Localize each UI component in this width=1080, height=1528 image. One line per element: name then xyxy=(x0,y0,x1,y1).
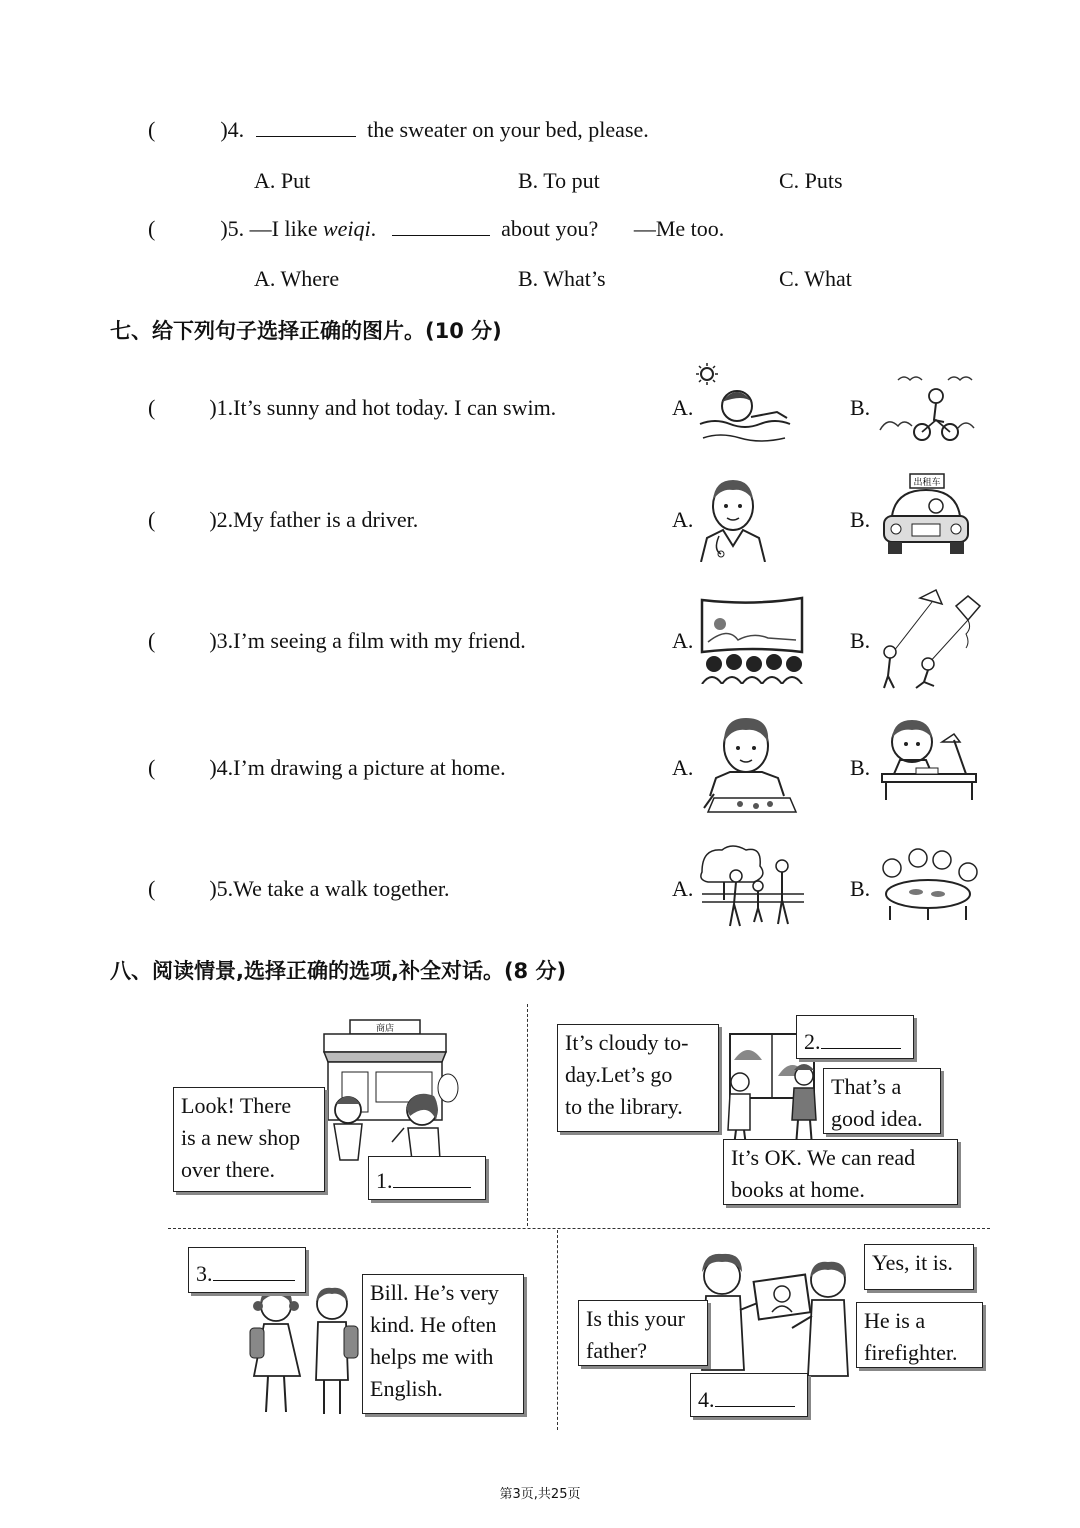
bubble-line: day.Let’s go xyxy=(565,1062,673,1087)
question-text: We take a walk together. xyxy=(233,876,450,901)
answer-blank[interactable] xyxy=(393,1187,471,1188)
question-text: I’m seeing a film with my friend. xyxy=(233,628,526,653)
family-dinner-icon[interactable] xyxy=(872,846,984,922)
bubble-line: kind. He often xyxy=(370,1312,497,1337)
bubble-line: is a new shop xyxy=(181,1125,301,1150)
label-a[interactable]: A. xyxy=(672,755,694,780)
italic-word: weiqi xyxy=(322,216,371,241)
label-b[interactable]: B. xyxy=(850,395,871,420)
answer-blank[interactable] xyxy=(392,235,490,236)
paren-open: ( xyxy=(148,117,156,142)
question-text-after: about you? xyxy=(501,216,599,241)
option-b[interactable]: B. To put xyxy=(518,168,600,193)
s7-question-5: ( )5.We take a walk together. xyxy=(148,876,450,901)
divider-vertical xyxy=(527,1004,528,1226)
bubble-line: books at home. xyxy=(731,1177,865,1202)
answer-blank[interactable] xyxy=(715,1406,795,1407)
section-7-title: 七、给下列句子选择正确的图片。(10 分) xyxy=(110,319,502,343)
speech-bubble-1 xyxy=(173,1087,325,1192)
bubble-line: It’s cloudy to- xyxy=(565,1030,689,1055)
family-walking-icon[interactable] xyxy=(698,842,808,928)
taxi-driver-icon[interactable] xyxy=(880,472,972,560)
answer-bubble-2[interactable] xyxy=(796,1015,914,1059)
question-text: It’s sunny and hot today. I can swim. xyxy=(233,395,557,420)
question-text: the sweater on your bed, please. xyxy=(367,117,649,142)
shop-sign: 商店 xyxy=(375,1024,395,1034)
bubble-line: father? xyxy=(586,1338,648,1363)
s7-question-2: ( )2.My father is a driver. xyxy=(148,507,419,532)
speech-bubble-2c xyxy=(723,1139,958,1205)
question-text: I’m drawing a picture at home. xyxy=(233,755,506,780)
bubble-line: to the library. xyxy=(565,1094,683,1119)
question-number: 2. xyxy=(216,507,234,532)
option-c[interactable]: C. Puts xyxy=(779,168,843,193)
period: . xyxy=(370,216,377,241)
option-c[interactable]: C. What xyxy=(779,266,852,291)
speech-bubble-4a xyxy=(578,1300,708,1366)
answer-number: 3. xyxy=(196,1261,213,1286)
bubble-line: Is this your xyxy=(586,1306,685,1331)
speech-bubble-2a xyxy=(557,1024,719,1132)
label-b[interactable]: B. xyxy=(850,628,871,653)
label-b[interactable]: B. xyxy=(850,876,871,901)
label-a[interactable]: A. xyxy=(672,507,694,532)
paren-close: ) xyxy=(220,216,228,241)
answer-blank[interactable] xyxy=(213,1280,295,1281)
question-number: 1. xyxy=(216,395,234,420)
question-number: 4. xyxy=(227,117,245,142)
doctor-icon[interactable] xyxy=(695,474,775,562)
paren-close: ) xyxy=(220,117,228,142)
flying-kites-icon[interactable] xyxy=(876,584,986,690)
label-a[interactable]: A. xyxy=(672,876,694,901)
boy-writing-at-desk-icon[interactable] xyxy=(880,712,980,802)
swimming-boy-icon[interactable] xyxy=(695,362,795,444)
cinema-screen-icon[interactable] xyxy=(698,596,808,684)
bubble-line: English. xyxy=(370,1376,443,1401)
speech-bubble-4b xyxy=(864,1244,974,1290)
answer-number: 4. xyxy=(698,1387,715,1412)
taxi-sign: 出租车 xyxy=(913,478,941,488)
question-number: 5. xyxy=(216,876,234,901)
question-number: 4. xyxy=(216,755,234,780)
response-text: —Me too. xyxy=(633,216,725,241)
section-8-title: 八、阅读情景,选择正确的选项,补全对话。(8 分) xyxy=(110,959,567,983)
shop-and-children-icon xyxy=(318,1016,468,1166)
page-footer: 第3页,共25页 xyxy=(499,1487,581,1502)
divider-vertical xyxy=(557,1230,558,1430)
answer-bubble-1[interactable] xyxy=(368,1156,486,1200)
speech-bubble-2b xyxy=(823,1068,941,1134)
girl-and-boy-icon xyxy=(244,1284,362,1418)
label-b[interactable]: B. xyxy=(850,507,871,532)
option-a[interactable]: A. Where xyxy=(254,266,340,291)
answer-number: 1. xyxy=(376,1168,393,1193)
divider-horizontal xyxy=(168,1228,990,1229)
bubble-line: helps me with xyxy=(370,1344,494,1369)
bubble-line: firefighter. xyxy=(864,1340,958,1365)
answer-blank[interactable] xyxy=(821,1048,901,1049)
question-4 xyxy=(148,117,649,143)
answer-bubble-3[interactable] xyxy=(188,1247,306,1293)
option-a[interactable]: A. Put xyxy=(254,168,311,193)
bubble-line: It’s OK. We can read xyxy=(731,1145,916,1170)
question-text: My father is a driver. xyxy=(233,507,419,532)
question-number: 5. xyxy=(227,216,245,241)
speech-bubble-3 xyxy=(362,1274,524,1414)
s7-question-4: ( )4.I’m drawing a picture at home. xyxy=(148,755,506,780)
answer-blank[interactable] xyxy=(256,136,356,137)
s7-question-3: ( )3.I’m seeing a film with my friend. xyxy=(148,628,526,653)
bubble-line: over there. xyxy=(181,1157,276,1182)
answer-number: 2. xyxy=(804,1029,821,1054)
speech-bubble-4c xyxy=(856,1302,983,1368)
bubble-line: Yes, it is. xyxy=(872,1250,953,1275)
option-b[interactable]: B. What’s xyxy=(518,266,606,291)
bubble-line: good idea. xyxy=(831,1106,923,1131)
label-a[interactable]: A. xyxy=(672,395,694,420)
paren-open: ( xyxy=(148,216,156,241)
s7-question-1: ( )1.It’s sunny and hot today. I can swim. xyxy=(148,395,557,420)
label-a[interactable]: A. xyxy=(672,628,694,653)
bubble-line: Bill. He’s very xyxy=(370,1280,499,1305)
boy-painting-icon[interactable] xyxy=(700,712,800,816)
bubble-line: Look! There xyxy=(181,1093,292,1118)
question-number: 3. xyxy=(216,628,234,653)
answer-bubble-4[interactable] xyxy=(690,1373,808,1417)
girl-cycling-icon[interactable] xyxy=(878,370,978,446)
bubble-line: That’s a xyxy=(831,1074,902,1099)
question-5 xyxy=(148,216,724,242)
question-text: —I like xyxy=(249,216,323,241)
children-with-photo-icon xyxy=(684,1250,864,1380)
label-b[interactable]: B. xyxy=(850,755,871,780)
bubble-line: He is a xyxy=(864,1308,926,1333)
